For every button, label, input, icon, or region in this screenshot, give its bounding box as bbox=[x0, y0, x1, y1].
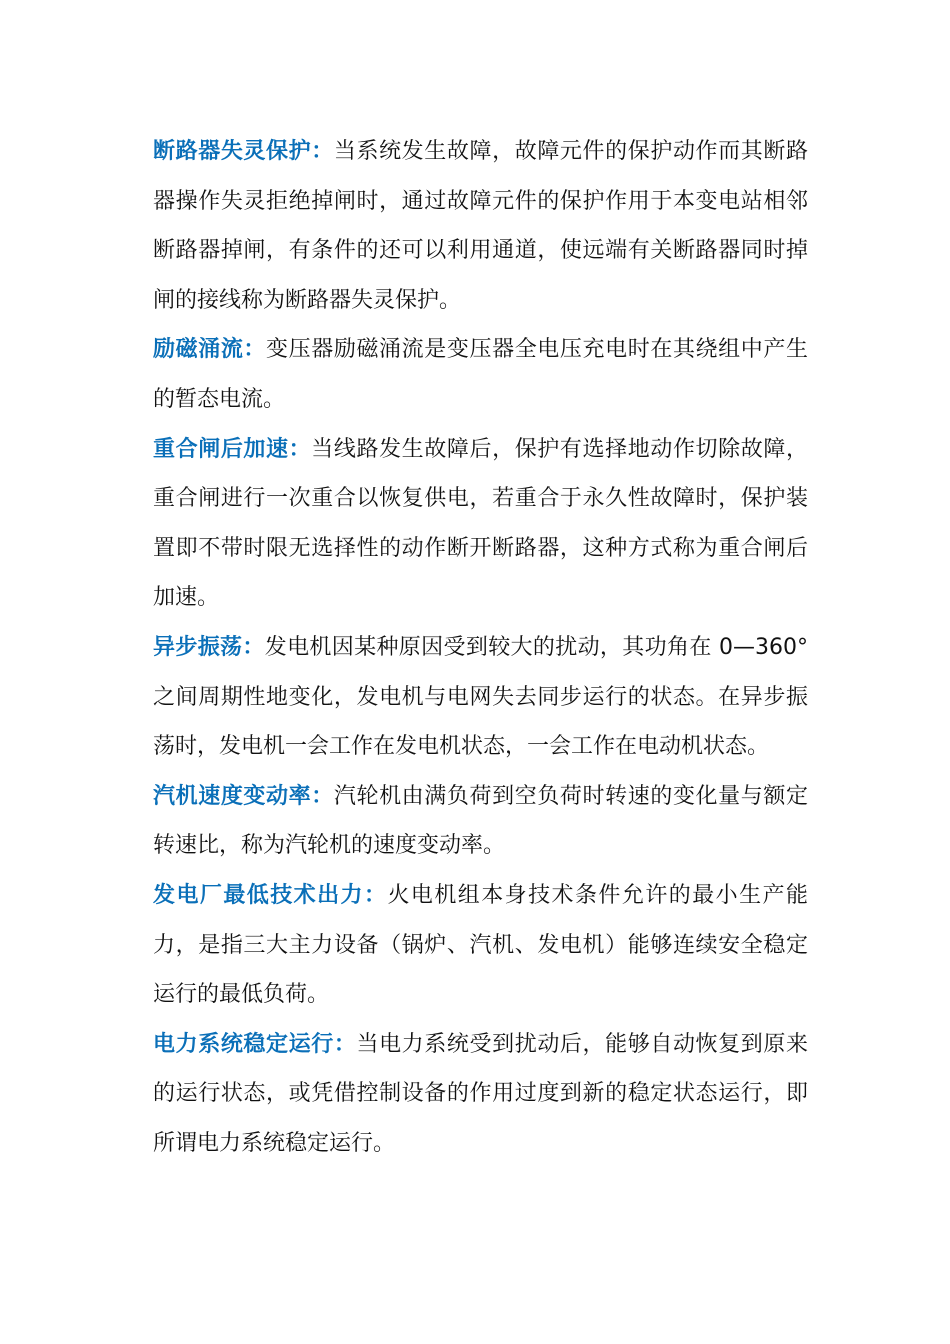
definition-text: 当线路发生故障后，保护有选择地动作切除故障，重合闸进行一次重合以恢复供电，若重合于永久性故障时，保护装置即不带时限无选择性的动作断开断路器，这种方式称为重合闸后加速。 bbox=[153, 436, 808, 611]
term-label: 异步振荡： bbox=[153, 634, 265, 660]
definition-text: 火电机组本身技术条件允许的最小生产能力，是指三大主力设备（锅炉、汽机、发电机）能够连续安全稳定运行的最低负荷。 bbox=[153, 882, 808, 1008]
document-page bbox=[153, 127, 808, 1168]
entry-speed-regulation-rate bbox=[153, 772, 808, 871]
entry-asynchronous-oscillation bbox=[153, 623, 808, 772]
entry-inrush-current bbox=[153, 325, 808, 424]
entry-breaker-failure-protection bbox=[153, 127, 808, 325]
term-label: 汽机速度变动率： bbox=[153, 783, 334, 809]
term-label: 电力系统稳定运行： bbox=[153, 1031, 357, 1057]
definition-text: 当系统发生故障，故障元件的保护动作而其断路器操作失灵拒绝掉闸时，通过故障元件的保护作用于本变电站相邻断路器掉闸，有条件的还可以利用通道，使远端有关断路器同时掉闸的接线称为断路器失灵保护。 bbox=[153, 139, 808, 313]
term-label: 励磁涌流： bbox=[153, 337, 267, 363]
entry-minimum-technical-output bbox=[153, 871, 808, 1020]
definition-text: 汽轮机由满负荷到空负荷时转速的变化量与额定转速比，称为汽轮机的速度变动率。 bbox=[153, 783, 808, 859]
term-label: 断路器失灵保护： bbox=[153, 139, 334, 164]
entry-power-system-stability bbox=[153, 1020, 808, 1169]
definition-text: 变压器励磁涌流是变压器全电压充电时在其绕组中产生的暂态电流。 bbox=[153, 337, 808, 412]
term-label: 发电厂最低技术出力： bbox=[153, 882, 388, 908]
term-label: 重合闸后加速： bbox=[153, 436, 312, 462]
definition-text: 发电机因某种原因受到较大的扰动，其功角在 0—360°之间周期性地变化，发电机与电网失去同步运行的状态。在异步振荡时，发电机一会工作在发电机状态，一会工作在电动机状态。 bbox=[153, 634, 808, 760]
definition-text: 当电力系统受到扰动后，能够自动恢复到原来的运行状态，或凭借控制设备的作用过度到新的稳定状态运行，即所谓电力系统稳定运行。 bbox=[153, 1031, 808, 1156]
entry-reclosing-acceleration bbox=[153, 425, 808, 623]
